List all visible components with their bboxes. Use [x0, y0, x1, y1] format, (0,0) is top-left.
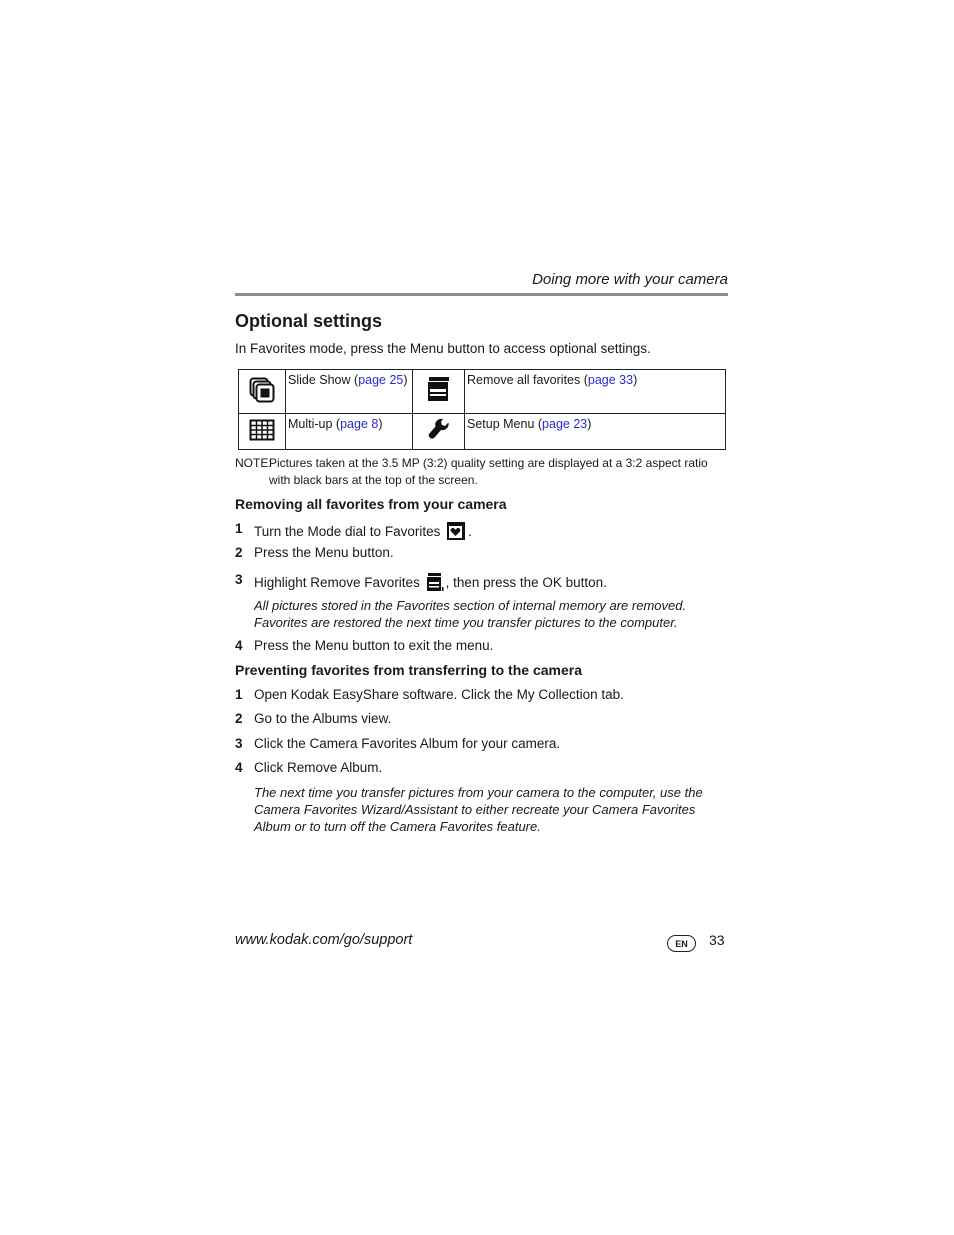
multi-up-page-link[interactable]: page 8 — [340, 417, 379, 431]
step-text-after: . — [468, 524, 472, 539]
note — [235, 455, 730, 489]
favorites-mode-icon — [446, 521, 466, 541]
step-text-main: Turn the Mode dial to Favorites — [254, 524, 441, 539]
step-number: 2 — [235, 545, 243, 560]
step-text: Go to the Albums view. — [254, 711, 392, 726]
language-badge: EN — [667, 935, 696, 952]
header-rule — [235, 293, 728, 296]
multi-up-option — [286, 414, 413, 450]
running-header: Doing more with your camera — [532, 271, 728, 288]
step-text — [254, 572, 607, 592]
step-text — [254, 521, 472, 541]
multi-up-icon — [249, 419, 275, 441]
wrench-icon — [427, 417, 451, 443]
step-number: 3 — [235, 736, 243, 751]
setup-menu-option — [465, 414, 726, 450]
optional-settings-table — [238, 369, 726, 450]
multi-up-label: Multi-up ( — [288, 417, 341, 431]
remove-favorites-icon-cell — [413, 370, 465, 414]
remove-favorites-heading: Removing all favorites from your camera — [235, 496, 507, 512]
step-number: 1 — [235, 521, 243, 536]
step-text: Press the Menu button to exit the menu. — [254, 638, 494, 653]
step-number: 1 — [235, 687, 243, 702]
page-number: 33 — [709, 932, 725, 948]
support-url: www.kodak.com/go/support — [235, 932, 413, 948]
remove-favorites-icon — [426, 572, 444, 592]
setup-menu-close: ) — [587, 417, 592, 431]
remove-favorites-label: Remove all favorites ( — [467, 373, 588, 387]
multi-up-icon-cell — [239, 414, 286, 450]
step-text-main: Highlight Remove Favorites — [254, 575, 420, 590]
multi-up-close: ) — [378, 417, 383, 431]
slide-show-page-link[interactable]: page 25 — [358, 373, 404, 387]
table-row — [239, 370, 726, 414]
remove-favorites-icon — [426, 376, 452, 404]
step-text: Click the Camera Favorites Album for your camera. — [254, 736, 561, 751]
slide-show-close: ) — [403, 373, 408, 387]
slide-show-icon — [249, 377, 275, 403]
step-number: 2 — [235, 711, 243, 726]
intro-text: In Favorites mode, press the Menu button to access optional settings. — [235, 341, 651, 356]
step-text: Press the Menu button. — [254, 545, 394, 560]
setup-menu-page-link[interactable]: page 23 — [542, 417, 588, 431]
step-number: 3 — [235, 572, 243, 587]
page-title: Optional settings — [235, 311, 383, 331]
remove-favorites-close: ) — [633, 373, 638, 387]
slide-show-label: Slide Show ( — [288, 373, 359, 387]
step-number: 4 — [235, 638, 243, 653]
step-text: Click Remove Album. — [254, 760, 383, 775]
table-row — [239, 414, 726, 450]
step-text-after: , then press the OK button. — [445, 575, 607, 590]
prevent-favorites-heading: Preventing favorites from transferring to the camera — [235, 662, 582, 678]
setup-menu-label: Setup Menu ( — [467, 417, 543, 431]
remove-favorites-page-link[interactable]: page 33 — [587, 373, 634, 387]
slide-show-option — [286, 370, 413, 414]
step-text: Open Kodak EasyShare software. Click the My Collection tab. — [254, 687, 624, 702]
remove-favorites-option — [465, 370, 726, 414]
remove-result-note: All pictures stored in the Favorites section of internal memory are removed. Favorites are restored the next time you transfer pictures to the computer. — [254, 598, 687, 630]
slide-show-icon-cell — [239, 370, 286, 414]
wrench-icon-cell — [413, 414, 465, 450]
note-text: Pictures taken at the 3.5 MP (3:2) quality setting are displayed at a 3:2 aspect ratio with black bars at the top of the screen. — [269, 456, 708, 487]
note-label: NOTE: — [235, 456, 272, 470]
step-number: 4 — [235, 760, 243, 775]
prevent-result-note: The next time you transfer pictures from your camera to the computer, use the Camera Favorites Wizard/Assistant to either recreate your Camera Favorites Album or to turn off the Camera Favorites feature. — [254, 785, 703, 834]
